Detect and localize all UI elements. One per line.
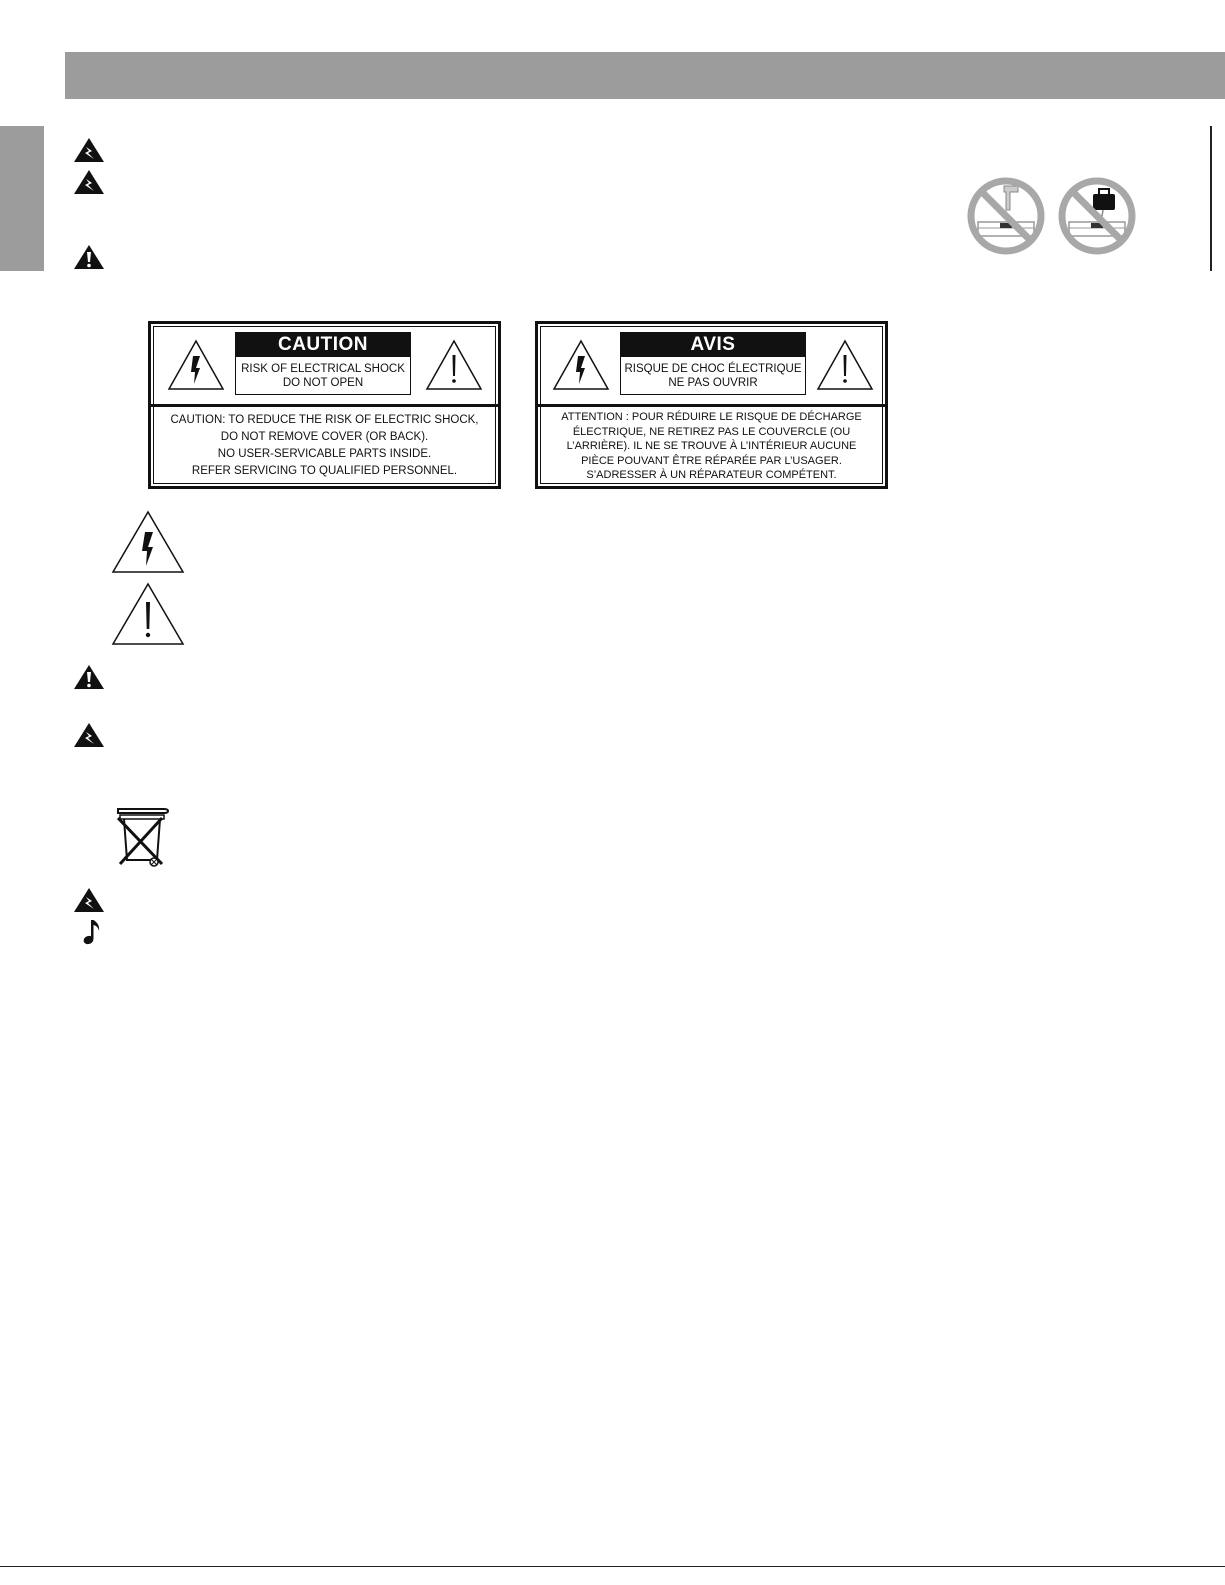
- no-liquid-icon: [966, 176, 1046, 256]
- warning-shock-icon: [73, 721, 105, 749]
- caution-subtitle: RISK OF ELECTRICAL SHOCK DO NOT OPEN: [241, 363, 405, 389]
- warning-shock-icon: [73, 886, 105, 914]
- avis-title-block: [620, 332, 806, 395]
- side-tab: [0, 126, 44, 271]
- caution-body: CAUTION: TO REDUCE THE RISK OF ELECTRIC SHOCK, DO NOT REMOVE COVER (OR BACK). NO USER-SERVICABLE PARTS INSIDE. REFER SERVICING TO QUALIFIED PERSONNEL.: [170, 414, 479, 477]
- caution-title-block: [235, 332, 411, 395]
- header-bar: [65, 52, 1225, 99]
- crossed-out-bin-icon: [114, 802, 172, 870]
- exclamation-triangle-icon: [816, 338, 874, 392]
- exclamation-triangle-icon: [425, 338, 483, 392]
- lightning-triangle-icon: [552, 338, 610, 392]
- warning-shock-icon: [73, 136, 105, 164]
- lightning-triangle-icon: [167, 338, 225, 392]
- music-note-icon: [80, 918, 104, 946]
- avis-label: [535, 321, 888, 489]
- no-objects-icon: [1057, 176, 1137, 256]
- caution-label: [148, 321, 501, 489]
- lightning-triangle-icon: [111, 510, 185, 574]
- avis-title: AVIS: [621, 333, 805, 357]
- right-margin-rule: [1210, 126, 1212, 271]
- warning-exclamation-icon: [73, 663, 105, 691]
- caution-title: CAUTION: [236, 333, 410, 357]
- warning-exclamation-icon: [73, 243, 105, 271]
- warning-shock-icon: [73, 168, 105, 196]
- avis-subtitle: RISQUE DE CHOC ÉLECTRIQUE NE PAS OUVRIR: [624, 363, 802, 389]
- avis-body: ATTENTION : POUR RÉDUIRE LE RISQUE DE DÉCHARGE ÉLECTRIQUE, NE RETIREZ PAS LE COUVERCLE (OU L’ARRIÈRE). IL NE SE TROUVE À L’INTÉRIEUR AUCUNE PIÈCE POUVANT ÊTRE RÉPARÉE PAR L’USAGER. S’ADRESSER À UN RÉPARATEUR COMPÉTENT.: [561, 411, 862, 481]
- exclamation-triangle-icon: [111, 582, 185, 646]
- footer-rule: [0, 1566, 1225, 1567]
